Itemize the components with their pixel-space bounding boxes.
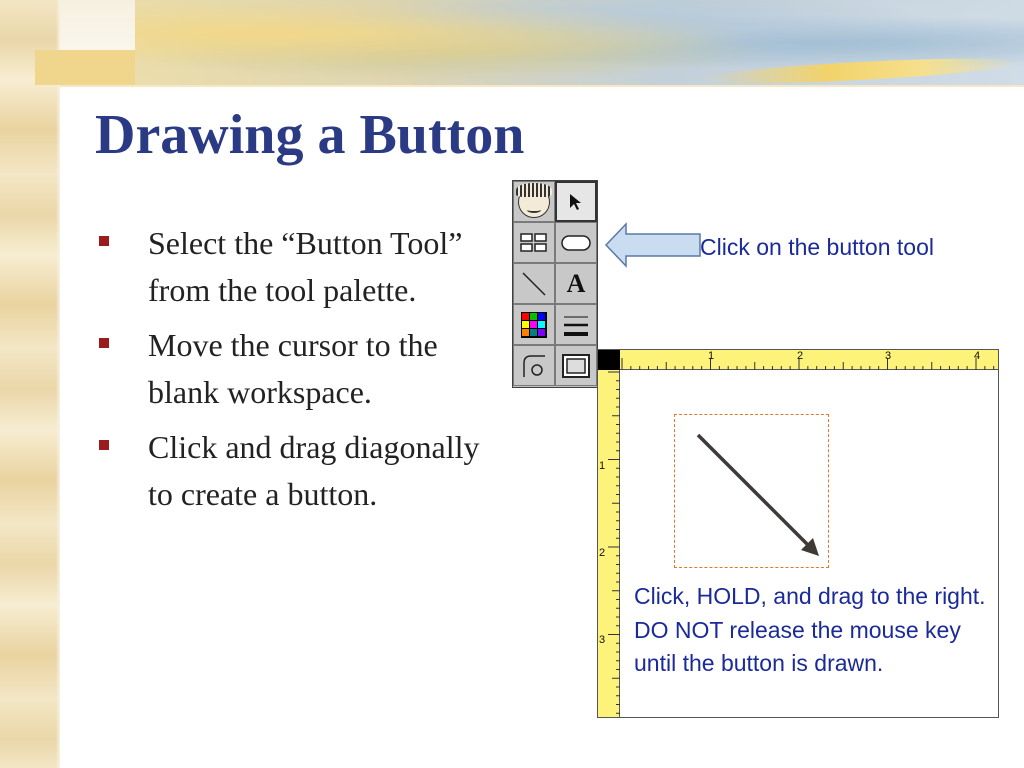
ruler-left: [598, 370, 620, 717]
text-icon: A: [566, 268, 586, 298]
ruler-corner: [598, 350, 620, 370]
banner-accent-square: [35, 50, 135, 85]
ruler-left-ticks: [598, 370, 620, 717]
shape-icon: [519, 351, 549, 381]
line-tool[interactable]: [513, 263, 555, 304]
ruler-number: 4: [974, 350, 981, 362]
slide-title: Drawing a Button: [95, 104, 525, 166]
field-icon: [519, 232, 549, 254]
browse-tool[interactable]: [513, 181, 555, 222]
ruler-number: 3: [599, 634, 606, 646]
tool-palette: [512, 180, 598, 388]
bullet-square-icon: [99, 236, 109, 246]
frame-tool[interactable]: [555, 345, 597, 386]
text-tool[interactable]: [555, 263, 597, 304]
callout-text: Click on the button tool: [700, 234, 934, 260]
ruler-number: 3: [885, 350, 892, 362]
ruler-number: 1: [599, 460, 606, 472]
frame-icon: [561, 353, 591, 379]
ruler-top: [620, 350, 998, 370]
color-tool[interactable]: [513, 304, 555, 345]
workspace-canvas: [597, 349, 999, 718]
bullet-text: Select the “Button Tool” from the tool palette.: [148, 225, 463, 308]
bullet-text: Move the cursor to the blank workspace.: [148, 327, 438, 410]
ruler-number: 2: [599, 547, 606, 559]
line-icon: [519, 269, 549, 299]
bullet-item: [95, 220, 505, 314]
ruler-number: 2: [797, 350, 804, 362]
bullet-item: [95, 322, 505, 416]
field-tool[interactable]: [513, 222, 555, 263]
bullet-square-icon: [99, 440, 109, 450]
bullet-list: [95, 220, 505, 526]
shape-tool[interactable]: [513, 345, 555, 386]
bullet-item: [95, 424, 505, 518]
ruler-number: 1: [708, 350, 715, 362]
button-icon: [560, 233, 592, 253]
face-icon: [518, 186, 550, 218]
line-width-icon: [561, 310, 591, 340]
ruler-top-ticks: [620, 350, 998, 370]
pointer-tool[interactable]: [555, 181, 597, 222]
left-decorative-strip: [0, 0, 60, 768]
callout-arrow-icon: [604, 220, 704, 270]
bullet-square-icon: [99, 338, 109, 348]
workspace-instruction: Click, HOLD, and drag to the right. DO NOT release the mouse key until the button is drawn.: [634, 583, 986, 676]
line-width-tool[interactable]: [555, 304, 597, 345]
banner-divider: [60, 85, 1024, 87]
pointer-icon: [567, 192, 585, 212]
bullet-text: Click and drag diagonally to create a button.: [148, 429, 480, 512]
color-grid-icon: [519, 310, 549, 340]
button-tool[interactable]: [555, 222, 597, 263]
drag-arrow-icon: [693, 430, 828, 565]
